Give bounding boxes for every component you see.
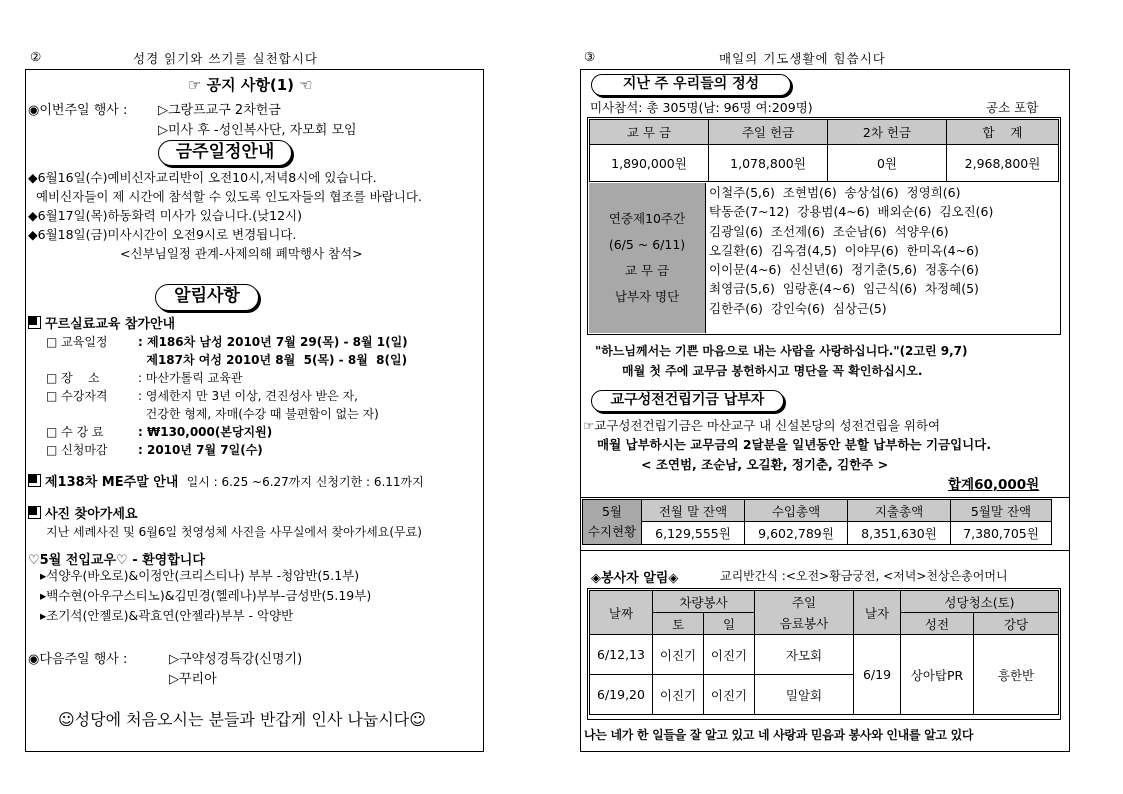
vol-drink: 자모회 xyxy=(755,635,854,675)
fund-total: 합계60,000원 xyxy=(948,477,1040,493)
photo-title-text: 사진 찾아가세요 xyxy=(45,507,138,522)
me-title: 제138차 ME주말 안내 xyxy=(45,475,179,490)
notice-title: ☞ 공지 사항(1) ☜ xyxy=(188,76,313,94)
budget-label-month: 5월 xyxy=(601,504,623,519)
welcome-item: ▸석양우(바오로)&이정안(크리스티나) 부부 -청암반(5.1부) xyxy=(40,568,360,583)
schedule-item: 예비신자들이 제 시간에 참석할 수 있도록 인도자들의 협조를 바랍니다. xyxy=(28,189,422,204)
course-value: 건강한 형제, 자매(수강 때 불편함이 없는 자) xyxy=(138,407,379,421)
course-key: □ 수 강 료 xyxy=(46,425,104,439)
welcome-list xyxy=(40,566,371,626)
offering-value: 1,890,000원 xyxy=(590,145,709,182)
quote-2: 매월 첫 주에 교무금 봉헌하시고 명단을 꼭 확인하십시오. xyxy=(622,364,923,378)
offering-header: 2차 헌금 xyxy=(828,120,947,145)
left-footer: ☺성당에 처음오시는 분들과 반갑게 인사 나눕시다☺ xyxy=(58,710,426,729)
schedule-item: ◆6월17일(목)하동화력 미사가 있습니다.(낮12시) xyxy=(28,208,303,223)
vol-header-drink: 음료봉사 xyxy=(755,613,854,635)
offering-value: 1,078,800원 xyxy=(709,145,828,182)
volunteer-table xyxy=(589,590,1059,715)
volunteer-note: 교리반간식 :<오전>황금궁전, <저녁>천상은총어머니 xyxy=(720,569,1008,583)
offering-header: 교 무 금 xyxy=(590,120,709,145)
fund-names: < 조연범, 조순남, 오길환, 정기춘, 김한주 > xyxy=(641,457,889,472)
vol-drink: 밀알회 xyxy=(755,675,854,715)
vol-header-hall: 강당 xyxy=(974,613,1059,635)
right-header: 매일의 기도생활에 힘씁시다 xyxy=(719,51,886,66)
attendance-note: 공소 포함 xyxy=(986,100,1039,115)
donor-line: 이이문(4~6) 신신년(6) 정기춘(5,6) 정홍수(6) xyxy=(709,262,979,278)
me-text: 일시 : 6.25 ~6.27까지 신청기한 : 6.11까지 xyxy=(186,475,424,489)
fund-title: 교구성전건립기금 납부자 xyxy=(591,390,784,412)
clean-hall: 흥한반 xyxy=(974,635,1059,715)
budget-label xyxy=(583,500,642,545)
course-value: : 영세한지 만 3년 이상, 견진성사 받은 자, xyxy=(138,389,358,403)
me-weekend xyxy=(28,471,424,490)
course-value: : 제186차 남성 2010년 7월 29(목) - 8월 1(일) xyxy=(138,335,408,349)
budget-value: 9,602,789원 xyxy=(745,522,848,545)
vol-date: 6/19,20 xyxy=(590,675,653,715)
schedule-list xyxy=(28,168,422,263)
budget-header: 지출총액 xyxy=(848,500,951,522)
clean-date: 6/19 xyxy=(854,635,901,715)
photo-text: 지난 세례사진 및 6월6일 첫영성체 사진을 사무실에서 찾아가세요(무료) xyxy=(46,525,422,539)
vol-sun: 이진기 xyxy=(704,675,755,715)
course-key: □ 장 소 xyxy=(46,371,100,385)
clean-sanctuary: 상아탑PR xyxy=(901,635,974,715)
vol-header-date: 날짜 xyxy=(590,591,653,635)
photo-title xyxy=(28,503,137,522)
this-week-event-1: ▷그랑프교구 2차헌금 xyxy=(158,103,281,118)
welcome-title: ♡5월 전입교우♡ - 환영합니다 xyxy=(28,553,205,568)
welcome-item: ▸조기석(안젤로)&곽효연(안젤라)부부 - 악양반 xyxy=(40,608,294,623)
this-week-event-2: ▷미사 후 -성인복사단, 자모회 모임 xyxy=(158,123,357,138)
offering-value: 2,968,800원 xyxy=(947,145,1059,182)
square-bullet-icon xyxy=(28,474,41,487)
left-header: 성경 읽기와 쓰기를 실천합시다 xyxy=(133,51,318,66)
fund-desc-1: ☞교구성전건립기금은 마산교구 내 신설본당의 성전건립을 위하여 xyxy=(583,418,941,433)
schedule-item: ◆6월18일(금)미사시간이 오전9시로 변경됩니다. xyxy=(28,227,297,242)
vol-header-clean: 성당청소(토) xyxy=(901,591,1059,613)
page-number-right: ③ xyxy=(584,49,596,64)
budget-table xyxy=(582,499,1052,545)
square-bullet-icon xyxy=(28,506,41,519)
offering-value: 0원 xyxy=(828,145,947,182)
course-details xyxy=(46,333,408,459)
vol-sat: 이진기 xyxy=(653,635,704,675)
budget-value: 6,129,555원 xyxy=(642,522,745,545)
course-title-text: 꾸르실료교육 참가안내 xyxy=(45,317,176,332)
course-key: □ 신청마감 xyxy=(46,443,108,457)
vol-header-sanctuary: 성전 xyxy=(901,613,974,635)
budget-header: 수입총액 xyxy=(745,500,848,522)
square-bullet-icon xyxy=(28,316,41,329)
vol-sat: 이진기 xyxy=(653,675,704,715)
vol-header-sunday: 주일 xyxy=(755,591,854,613)
donor-label-line: 교 무 금 xyxy=(624,263,670,278)
offering-table xyxy=(589,119,1059,182)
donor-label xyxy=(589,183,706,333)
vol-header-car: 차량봉사 xyxy=(653,591,755,613)
right-footer: 나는 네가 한 일들을 잘 알고 있고 네 사랑과 믿음과 봉사와 인내를 알고 있다 xyxy=(584,728,974,742)
vol-header-sun: 일 xyxy=(704,613,755,635)
donor-line: 김광일(6) 조선제(6) 조순남(6) 석양우(6) xyxy=(709,223,949,239)
page-number-left: ② xyxy=(30,49,42,64)
next-week-event-2: ▷꾸리아 xyxy=(169,672,217,687)
offering-title: 지난 주 우리들의 정성 xyxy=(591,74,791,96)
quote-1: "하느님께서는 기쁜 마음으로 내는 사람을 사랑하십니다."(2고린 9,7) xyxy=(595,344,968,358)
donor-label-line: 연중제10주간 xyxy=(608,211,686,226)
attendance: 미사참석: 총 305명(남: 96명 여:209명) xyxy=(590,100,813,115)
schedule-item: <신부님일정 관계-사제의해 폐막행사 참석> xyxy=(120,246,363,261)
vol-date: 6/12,13 xyxy=(590,635,653,675)
donor-line: 탁동준(7~12) 강용범(4~6) 배외순(6) 김오진(6) xyxy=(709,204,994,220)
schedule-item: ◆6월16일(수)예비신자교리반이 오전10시,저녁8시에 있습니다. xyxy=(28,170,377,185)
vol-header-sat: 토 xyxy=(653,613,704,635)
course-value: : ₩130,000(본당지원) xyxy=(138,425,273,439)
next-week-event-1: ▷구약성경특강(신명기) xyxy=(169,652,303,667)
donor-line: 오길환(6) 김옥겸(4,5) 이야무(6) 한미옥(4~6) xyxy=(709,242,979,258)
course-key: □ 교육일정 xyxy=(46,335,108,349)
this-week-label: ◉이번주일 행사 : xyxy=(28,103,128,118)
course-key: □ 수강자격 xyxy=(46,389,108,403)
donor-label-line: 납부자 명단 xyxy=(614,289,680,304)
offering-header: 주일 헌금 xyxy=(709,120,828,145)
course-value: : 2010년 7월 7일(수) xyxy=(138,443,263,457)
budget-label-text: 수지현황 xyxy=(587,524,637,539)
budget-value: 8,351,630원 xyxy=(848,522,951,545)
volunteer-title: ◈봉사자 알림◈ xyxy=(591,571,679,586)
welcome-item: ▸백수현(아우구스티노)&김민경(헬레나)부부-금성반(5.19부) xyxy=(40,588,372,603)
course-value: 제187차 여성 2010년 8월 5(목) - 8월 8(일) xyxy=(138,353,408,367)
budget-header: 전월 말 잔액 xyxy=(642,500,745,522)
schedule-title: 금주일정안내 xyxy=(158,140,292,166)
vol-sun: 이진기 xyxy=(704,635,755,675)
budget-value: 7,380,705원 xyxy=(951,522,1052,545)
donor-line: 김한주(6) 강인숙(6) 심상근(5) xyxy=(709,300,887,316)
next-week-label: ◉다음주일 행사 : xyxy=(28,652,128,667)
donor-label-line: (6/5 ~ 6/11) xyxy=(608,237,686,252)
course-value: : 마산가톨릭 교육관 xyxy=(138,371,243,385)
donor-list xyxy=(709,183,993,318)
fund-desc-2: 매월 납부하시는 교무금의 2달분을 일년동안 분할 납부하는 기금입니다. xyxy=(597,437,992,452)
budget-header: 5월말 잔액 xyxy=(951,500,1052,522)
vol-header-date2: 날자 xyxy=(854,591,901,635)
offering-header: 합 계 xyxy=(947,120,1059,145)
donor-line: 최영금(5,6) 임랑훈(4~6) 임근식(6) 차정혜(5) xyxy=(709,281,979,297)
course-title xyxy=(28,313,175,332)
notice2-title: 알림사항 xyxy=(155,284,259,311)
donor-line: 이철주(5,6) 조현범(6) 송상섭(6) 정영희(6) xyxy=(709,185,961,200)
